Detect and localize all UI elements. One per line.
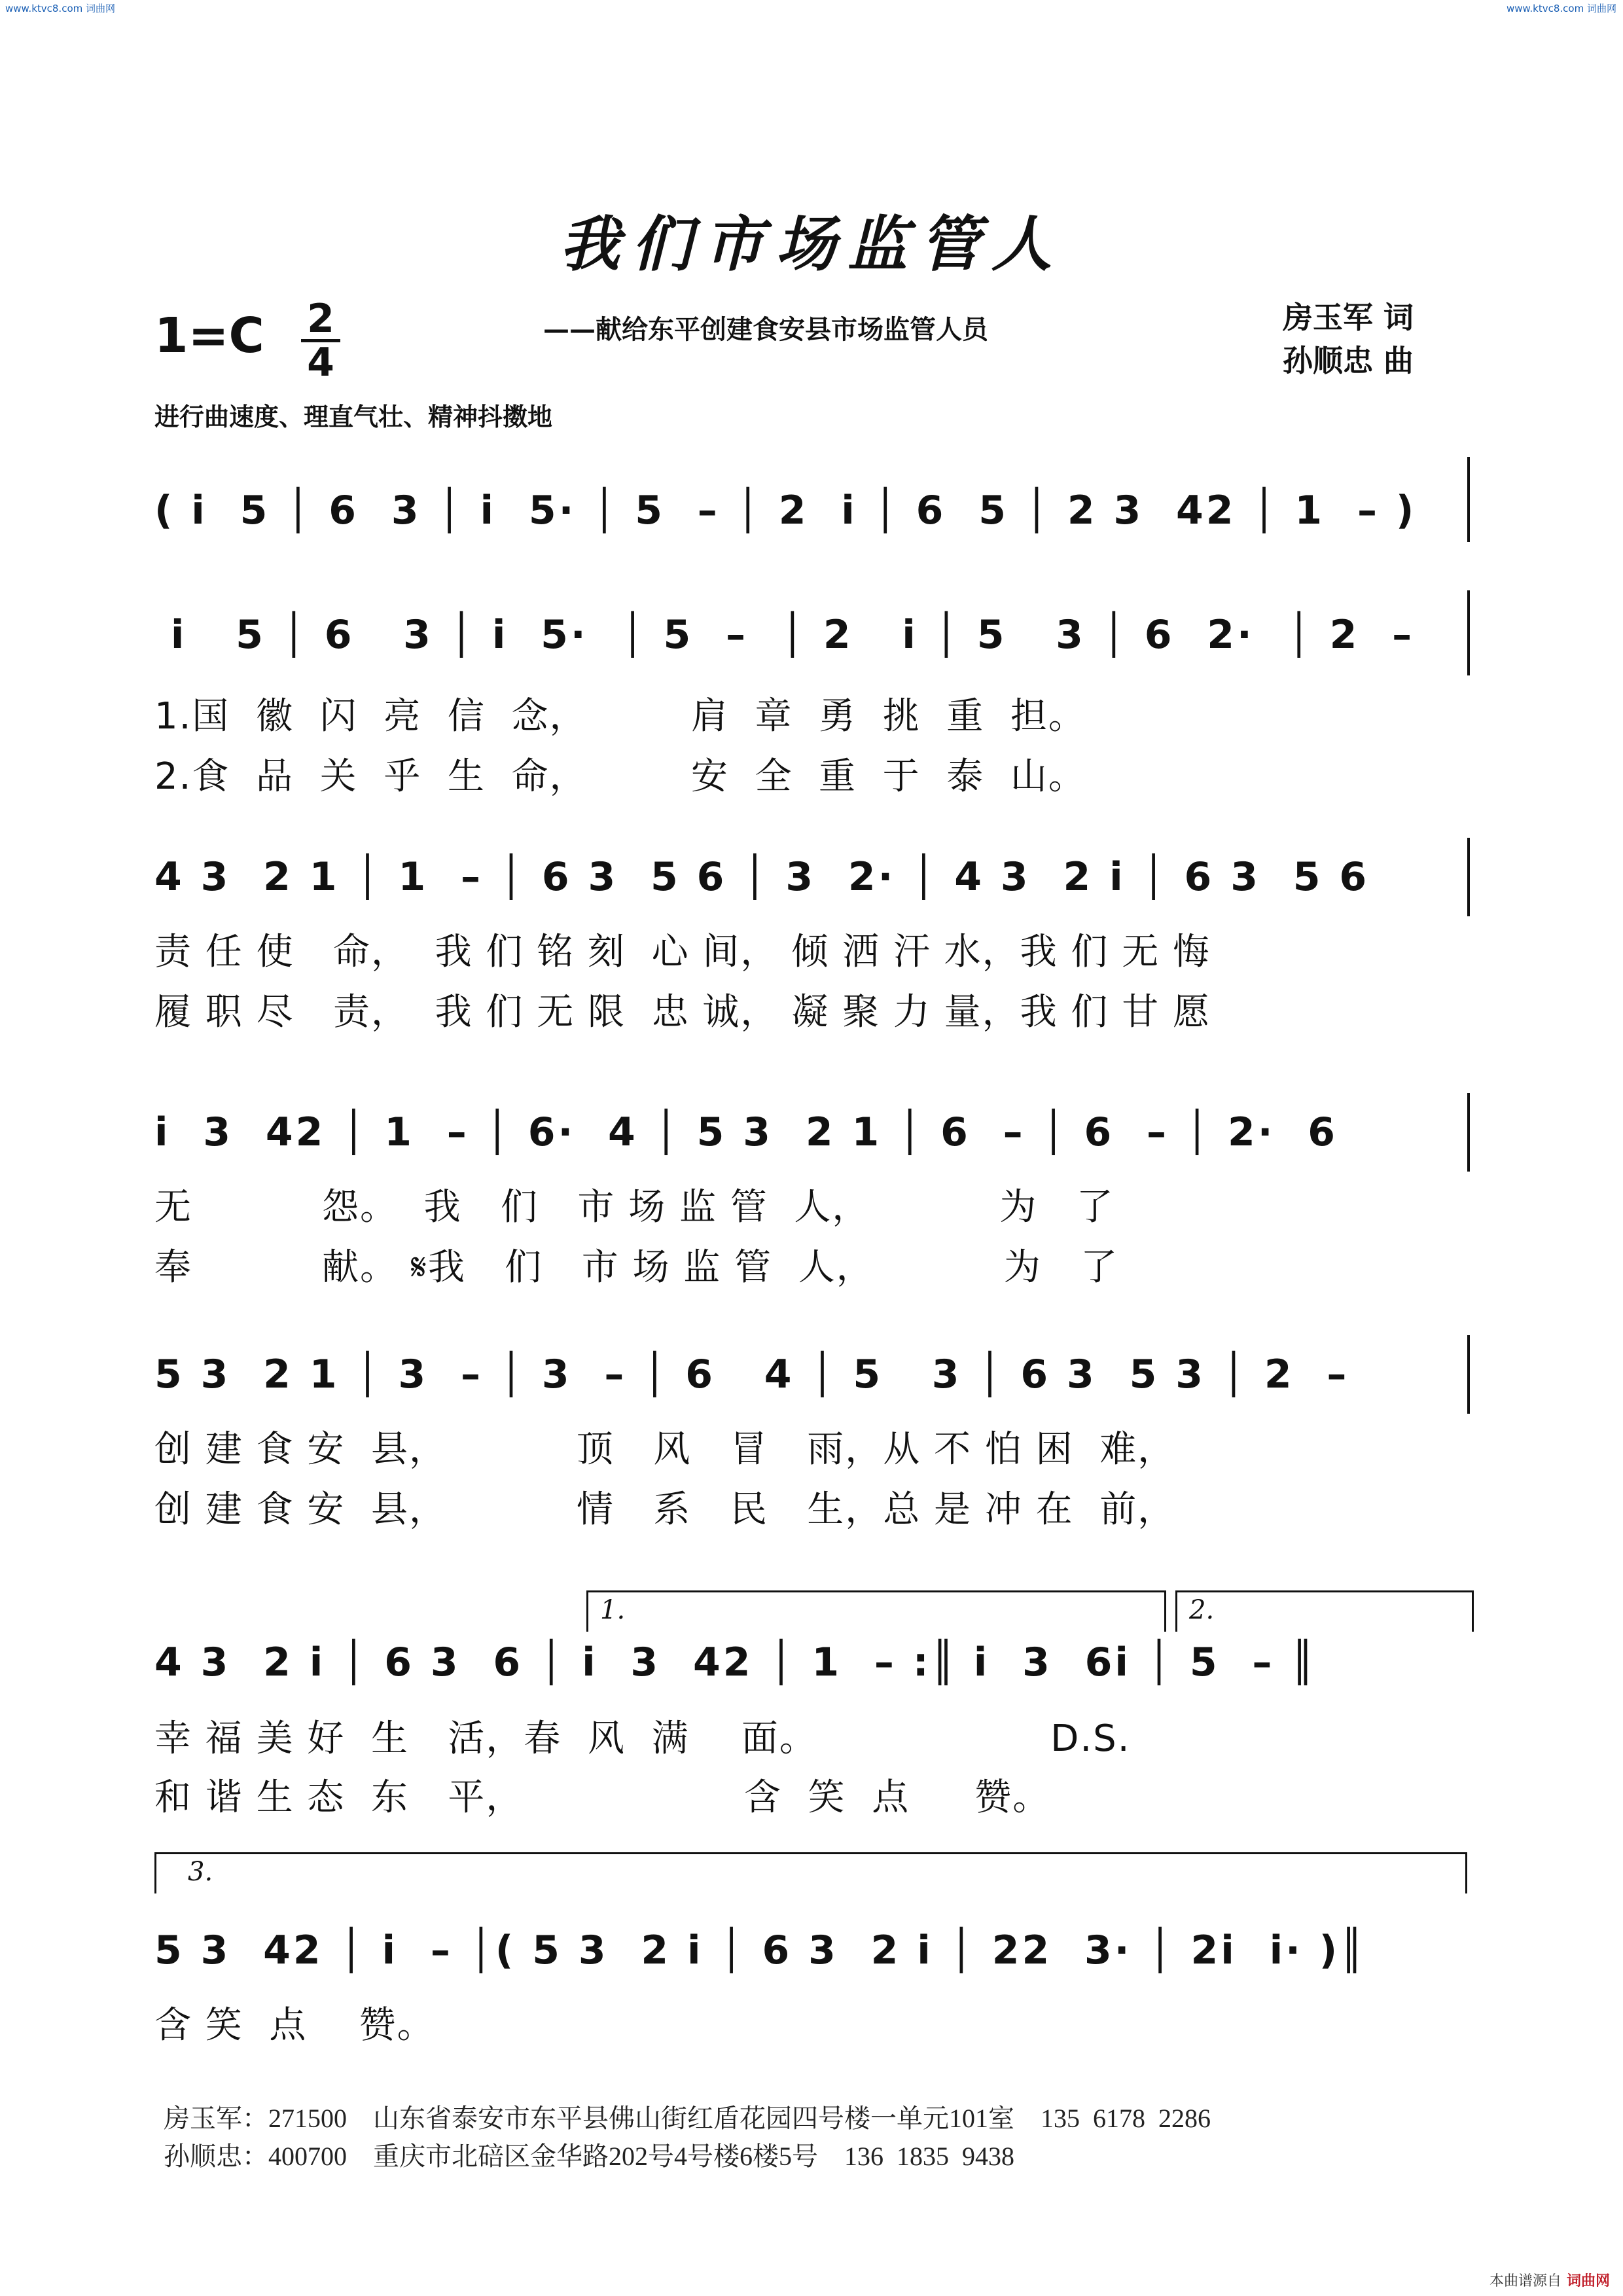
notation-row: 5 3 42 │ i – │( 5 3 2 i │ 6 3 2 i │ 22 3· │ 2i i· )║ — [154, 1928, 1366, 1973]
notation-row: ( i 5 │ 6 3 │ i 5· │ 5 – │ 2 i │ 6 5 │ 2 3 42 │ 1 – ) — [154, 488, 1417, 533]
brand-name: 词曲网 — [1566, 2273, 1610, 2289]
site-url-left[interactable]: www.ktvc8.com 词曲网 — [5, 3, 116, 14]
lyrics-verse-2: 奉 献。 𝄋我 们 市 场 监 管 人， 为 了 — [154, 1246, 1119, 1289]
notation-row: 4 3 2 i │ 6 3 6 │ i 3 42 │ 1 – :║ i 3 6i │ 5 – ║ — [154, 1640, 1317, 1685]
score-line-6 — [154, 1852, 1471, 2049]
lyrics-verse-1: 创 建 食 安 县， 顶 风 冒 雨，从 不 怕 困 难， — [154, 1428, 1176, 1471]
lyrics-verse-2: 和 谐 生 态 东 平， 含 笑 点 赞。 — [154, 1776, 1051, 1819]
notation-row: 5 3 2 1 │ 3 – │ 3 – │ 6 4 │ 5 3 │ 6 3 5 3 │ 2 – — [154, 1352, 1349, 1397]
song-title: 我们市场监管人 — [559, 209, 1063, 279]
source-brand[interactable] — [1489, 2270, 1610, 2290]
volta-label-first: 1. — [600, 1595, 626, 1625]
barline-end — [1467, 1093, 1470, 1172]
volta-bracket-second — [1175, 1590, 1474, 1632]
dedication: ——献给东平创建食安县市场监管人员 — [543, 315, 988, 345]
time-signature — [301, 296, 340, 386]
barline-end — [1467, 457, 1470, 542]
volta-label-third: 3. — [188, 1857, 213, 1887]
score-line-intro — [154, 484, 1471, 563]
lyrics-verse-2: 履 职 尽 责， 我 们 无 限 忠 诚， 凝 聚 力 量，我 们 甘 愿 — [154, 991, 1211, 1033]
key-signature: 1=C — [154, 308, 264, 364]
lyrics-verse-2: 创 建 食 安 县， 情 系 民 生，总 是 冲 在 前， — [154, 1488, 1176, 1531]
score-line-4 — [154, 1348, 1471, 1558]
volta-bracket-first — [586, 1590, 1166, 1632]
composer: 孙顺忠 曲 — [1283, 343, 1414, 378]
brand-prefix: 本曲谱源自 — [1489, 2273, 1561, 2289]
contact-composer: 孙顺忠：400700 重庆市北碚区金华路202号4号楼6楼5号 136 1835 9438 — [164, 2142, 1014, 2171]
site-url-right[interactable]: www.ktvc8.com 词曲网 — [1506, 3, 1616, 14]
lyricist: 房玉军 词 — [1283, 300, 1414, 335]
score-line-5 — [154, 1597, 1471, 1820]
score-line-1 — [154, 609, 1471, 818]
notation-row: 4 3 2 1 │ 1 – │ 6 3 5 6 │ 3 2· │ 4 3 2 i │ 6 3 5 6 — [154, 854, 1370, 900]
time-bottom: 4 — [307, 340, 334, 386]
barline-end — [1467, 590, 1470, 675]
score-line-2 — [154, 851, 1471, 1060]
lyrics-verse-1: 幸 福 美 好 生 活，春 风 满 面。 D.S. — [154, 1717, 1131, 1760]
contact-lyricist: 房玉军：271500 山东省泰安市东平县佛山街红盾花园四号楼一单元101室 135 6178 2286 — [164, 2104, 1211, 2133]
lyrics-verse-1: 责 任 使 命， 我 们 铭 刻 心 间， 倾 洒 汗 水，我 们 无 悔 — [154, 931, 1211, 973]
lyrics-verse-1: 含 笑 点 赞。 — [154, 2004, 435, 2047]
time-top: 2 — [307, 296, 334, 342]
lyrics-verse-1: 1.国 徽 闪 亮 信 念， 肩 章 勇 挑 重 担。 — [154, 695, 1086, 738]
volta-bracket-third — [154, 1852, 1467, 1893]
barline-end — [1467, 1335, 1470, 1414]
lyrics-verse-1: 无 怨。 我 们 市 场 监 管 人， 为 了 — [154, 1186, 1115, 1229]
lyrics-verse-2: 2.食 品 关 乎 生 命， 安 全 重 于 泰 山。 — [154, 755, 1086, 798]
contact-info — [164, 2100, 1211, 2176]
notation-row: i 3 42 │ 1 – │ 6· 4 │ 5 3 2 1 │ 6 – │ 6 – │ 2· 6 — [154, 1109, 1338, 1155]
score-line-3 — [154, 1106, 1471, 1316]
notation-row: i 5 │ 6 3 │ i 5· │ 5 – │ 2 i │ 5 3 │ 6 2· │ 2 – — [154, 612, 1415, 658]
tempo-marking: 进行曲速度、理直气壮、精神抖擞地 — [154, 403, 553, 431]
volta-label-second: 2. — [1189, 1595, 1215, 1625]
credits — [1283, 296, 1414, 382]
barline-end — [1467, 838, 1470, 916]
